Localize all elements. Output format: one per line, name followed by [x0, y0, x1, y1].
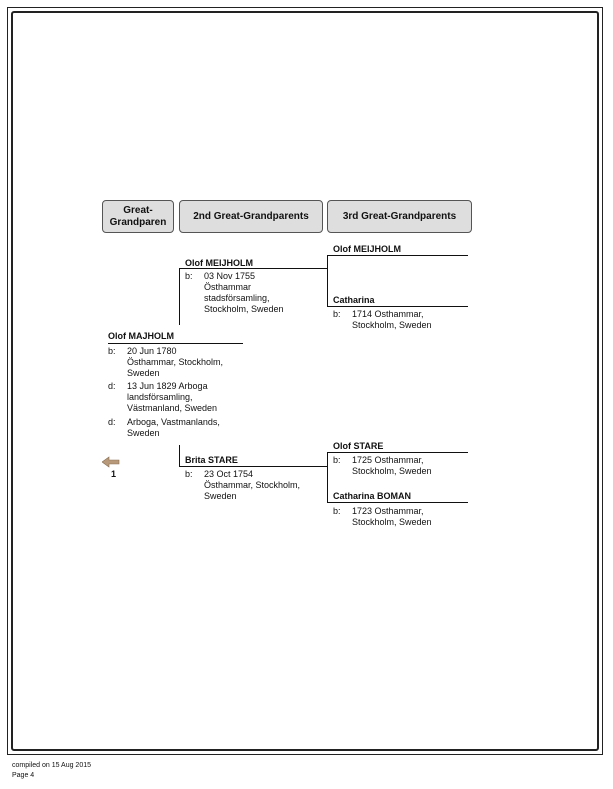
- father-name[interactable]: Olof MEIJHOLM: [185, 258, 253, 268]
- mat-grandfather-name[interactable]: Olof STARE: [333, 441, 384, 451]
- mat-grandmother-birth: [333, 506, 468, 529]
- event-label: b:: [333, 506, 341, 516]
- subject-rule: [108, 343, 243, 344]
- mother-name[interactable]: Brita STARE: [185, 455, 238, 465]
- left-arrow-icon[interactable]: [102, 456, 120, 468]
- event-label: b:: [185, 271, 193, 281]
- connector-to-mother: [179, 445, 180, 467]
- connector-paternal: [327, 255, 328, 307]
- mat-grandmother-rule: [327, 502, 468, 503]
- father-rule: [179, 268, 327, 269]
- pat-grandfather-rule: [327, 255, 468, 256]
- pat-grandmother-name[interactable]: Catharina: [333, 295, 375, 305]
- event-text: 1725 Osthammar, Stockholm, Sweden: [352, 455, 432, 476]
- connector-maternal: [327, 452, 328, 502]
- event-label: b:: [185, 469, 193, 479]
- header-great-grandparents: [102, 200, 174, 233]
- back-page-link[interactable]: 1: [111, 469, 117, 479]
- mat-grandfather-rule: [327, 452, 468, 453]
- subject-name[interactable]: Olof MAJHOLM: [108, 331, 174, 341]
- event-label: b:: [108, 346, 116, 356]
- event-text: Arboga, Vastmanlands, Sweden: [127, 417, 220, 438]
- header-gen2-label: 2nd Great-Grandparents: [193, 210, 309, 222]
- pat-grandmother-birth: [333, 309, 468, 332]
- mother-birth: [185, 469, 325, 503]
- event-text: 1714 Osthammar, Stockholm, Sweden: [352, 309, 432, 330]
- pat-grandmother-rule: [327, 306, 468, 307]
- header-gen3-label: 3rd Great-Grandparents: [342, 210, 457, 222]
- header-2nd-great-grandparents: [179, 200, 323, 233]
- footer-page-number: Page 4: [12, 772, 35, 779]
- event-text: 23 Oct 1754 Östhammar, Stockholm, Sweden: [204, 469, 301, 501]
- header-gen1-label: Great- Grandparen: [109, 204, 167, 228]
- footer-compiled-date: compiled on 15 Aug 2015: [12, 762, 92, 769]
- subject-birth: [108, 346, 248, 380]
- page-inner-border: [11, 11, 599, 751]
- event-text: 03 Nov 1755 Östhammar stadsförsamling, Stockholm, Sweden: [204, 271, 284, 314]
- header-3rd-great-grandparents: [327, 200, 472, 233]
- mother-rule: [179, 466, 327, 467]
- event-label: b:: [333, 309, 341, 319]
- event-text: 1723 Osthammar, Stockholm, Sweden: [352, 506, 432, 527]
- subject-death: [108, 381, 248, 415]
- pat-grandfather-name[interactable]: Olof MEIJHOLM: [333, 244, 401, 254]
- mat-grandfather-birth: [333, 455, 468, 478]
- connector-to-father: [179, 268, 180, 325]
- event-label: d:: [108, 417, 116, 427]
- event-text: 20 Jun 1780 Östhammar, Stockholm, Sweden: [127, 346, 224, 378]
- event-label: b:: [333, 455, 341, 465]
- event-text: 13 Jun 1829 Arboga landsförsamling, Västmanland, Sweden: [127, 381, 218, 413]
- event-label: d:: [108, 381, 116, 391]
- subject-burial: [108, 417, 248, 440]
- father-birth: [185, 271, 325, 317]
- mat-grandmother-name[interactable]: Catharina BOMAN: [333, 491, 412, 501]
